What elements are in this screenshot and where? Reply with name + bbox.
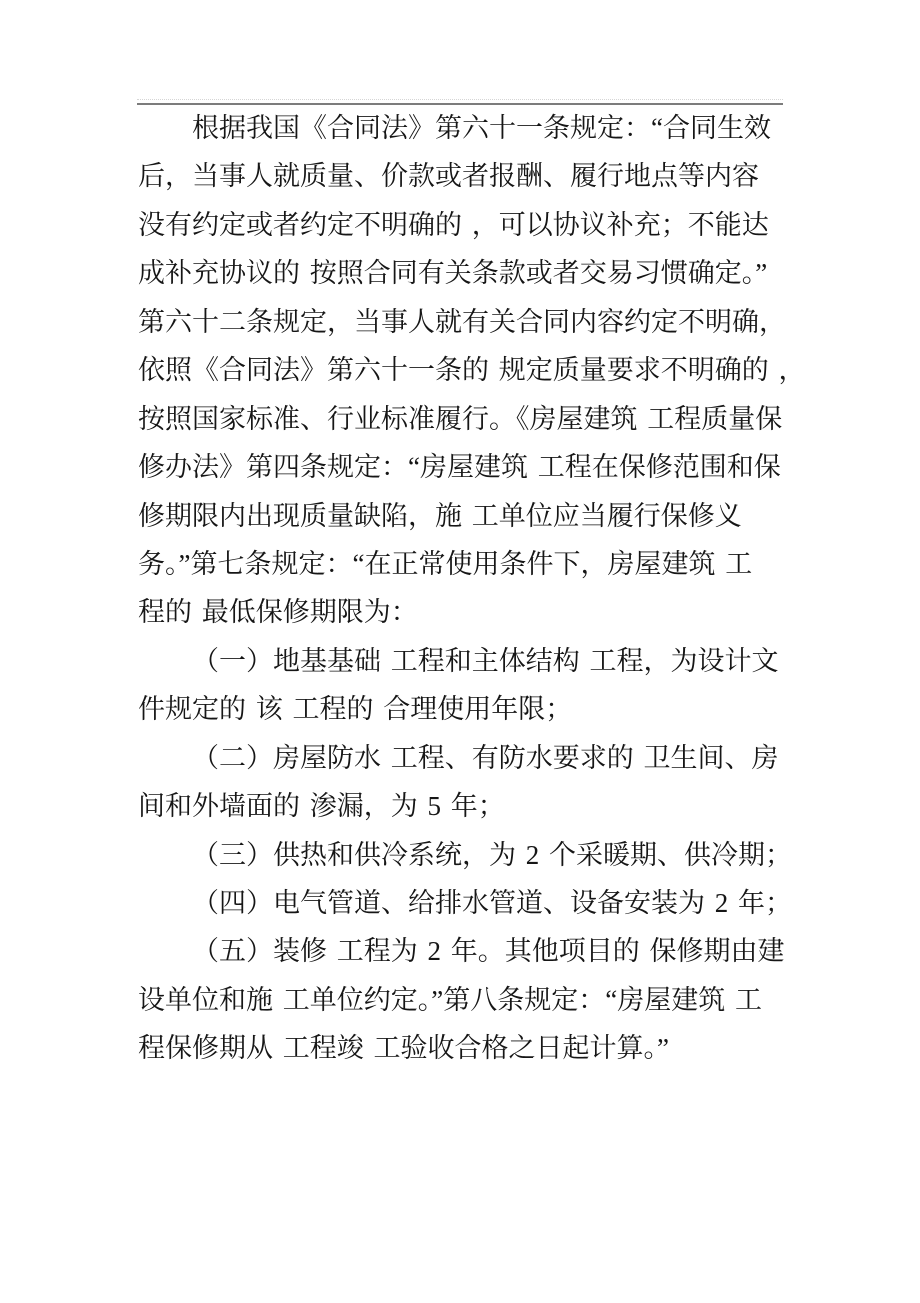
text-line: 没有约定或者约定不明确的 ，可以协议补充；不能达 — [138, 209, 769, 240]
document-text — [138, 104, 810, 1073]
text-line: 第六十二条规定，当事人就有关合同内容约定不明确， — [138, 306, 786, 337]
text-line: 根据我国《合同法》第六十一条规定：“合同生效 — [192, 113, 771, 143]
text-line: 程保修期从 工程竣 工验收合格之日起计算。” — [138, 1033, 669, 1064]
text-line: 后，当事人就质量、价款或者报酬、履行地点等内容 — [138, 161, 759, 192]
text-line: 务。”第七条规定：“在正常使用条件下，房屋建筑 工 — [138, 548, 753, 579]
text-line: 间和外墙面的 渗漏，为 5 年； — [138, 791, 505, 822]
text-line: 设单位和施 工单位约定。”第八条规定：“房屋建筑 工 — [138, 984, 762, 1015]
text-line: 依照《合同法》第六十一条的 规定质量要求不明确的 ， — [138, 355, 806, 386]
text-line: 件规定的 该 工程的 合理使用年限； — [138, 694, 573, 725]
text-line: （三）供热和供冷系统，为 2 个采暖期、供冷期； — [192, 839, 792, 870]
text-line: （四）电气管道、给排水管道、设备安装为 2 年； — [192, 888, 792, 918]
text-line: （一）地基基础 工程和主体结构 工程，为设计文 — [192, 645, 779, 676]
text-line: 成补充协议的 按照合同有关条款或者交易习惯确定。” — [138, 258, 768, 289]
text-line: 程的 最低保修期限为： — [138, 597, 418, 628]
text-line: 修期限内出现质量缺陷，施 工单位应当履行保修义 — [138, 500, 742, 531]
text-line: 修办法》第四条规定：“房屋建筑 工程在保修范围和保 — [138, 452, 781, 483]
text-line: 按照国家标准、行业标准履行。《房屋建筑 工程质量保 — [138, 403, 783, 434]
text-line: （二）房屋防水 工程、有防水要求的 卫生间、房 — [192, 742, 779, 773]
text-line: （五）装修 工程为 2 年。其他项目的 保修期由建 — [192, 936, 785, 967]
